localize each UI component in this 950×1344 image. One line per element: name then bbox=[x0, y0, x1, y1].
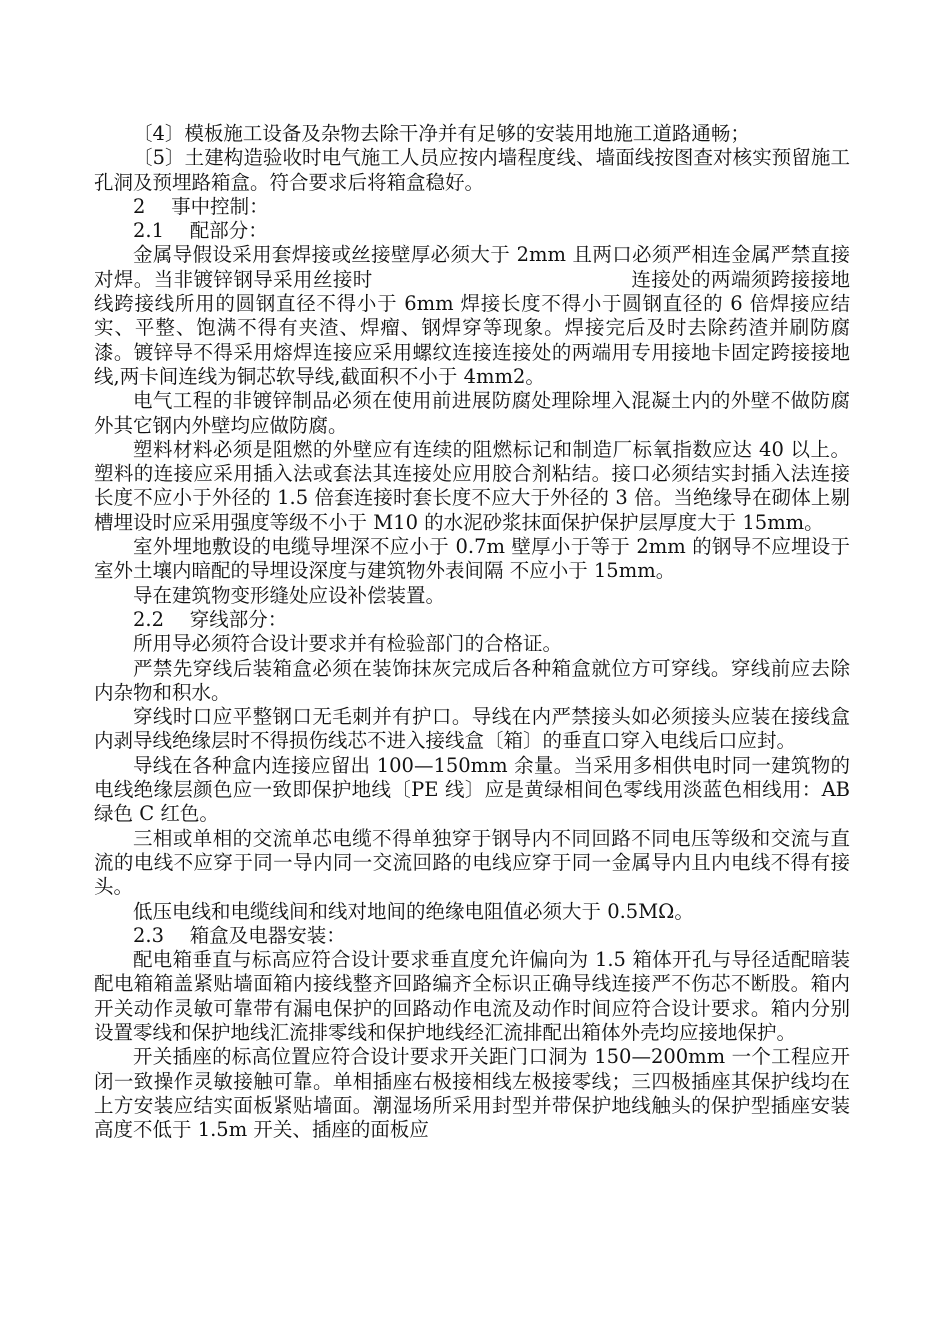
paragraph-single-core-cable: 三相或单相的交流单芯电缆不得单独穿于钢导内不同回路不同电压等级和交流与直流的电线不应穿于同一导内同一交流回路的电线应穿于同一金属导内且内电线不得有接头。 bbox=[94, 826, 850, 899]
paragraph-buried-conduit: 室外埋地敷设的电缆导埋深不应小于 0.7m 壁厚小于等于 2mm 的钢导不应埋设于室外土壤内暗配的导埋设深度与建筑物外表间隔 不应小于 15mm。 bbox=[94, 535, 850, 583]
section-heading-2: 2 事中控制： bbox=[133, 194, 269, 218]
document-body bbox=[94, 122, 850, 1142]
paragraph-switch-socket: 开关插座的标高位置应符合设计要求开关距门口洞为 150—200mm 一个工程应开闭一致操作灵敏接触可靠。单相插座右极接相线左极接零线；三四极插座其保护线均在上方安装应结实面板紧贴墙面。潮湿场所采用封型并带保护地线触头的保护型插座安装高度不低于 1.5m 开关、插座的面板应 bbox=[94, 1045, 850, 1142]
paragraph-item-4-template-cleanup: 〔4〕模板施工设备及杂物去除干净并有足够的安装用地施工道路通畅； bbox=[133, 122, 750, 145]
subsection-heading-2-2: 2.2 穿线部分： bbox=[133, 607, 288, 631]
paragraph-wire-colors: 导线在各种盒内连接应留出 100—150mm 余量。当采用多相供电时同一建筑物的电线绝缘层颜色应一致即保护地线〔PE 线〕应是黄绿相间色零线用淡蓝色相线用：AB 绿色 C 红色。 bbox=[94, 753, 850, 826]
paragraph-insulation-resistance: 低压电线和电缆线间和线对地间的绝缘电阻值必须大于 0.5MΩ。 bbox=[133, 899, 694, 923]
subsection-heading-2-1: 2.1 配部分： bbox=[133, 219, 268, 243]
paragraph-conduit-certificate: 所用导必须符合设计要求并有检验部门的合格证。 bbox=[133, 632, 563, 656]
paragraph-metal-conduit: 金属导假设采用套焊接或丝接壁厚必须大于 2mm 且两口必须严相连金属严禁直接对焊。当非镀锌钢导采用丝接时 连接处的两端须跨接接地线跨接线所用的圆钢直径不得小于 6mm 焊接长度不得小于圆钢直径的 6 倍焊接应结实、平整、饱满不得有夹渣、焊瘤、钢焊穿等现象。焊接完后及时去除药渣并刷防腐漆。镀锌导不得采用熔焊连接应采用螺纹连接连接处的两端用专用接地卡固定跨接接地线,两卡间连线为铜芯软导线,截面积不小于 4mm2。 bbox=[94, 243, 850, 388]
subsection-heading-2-3: 2.3 箱盒及电器安装： bbox=[133, 923, 346, 947]
paragraph-expansion-joint: 导在建筑物变形缝处应设补偿装置。 bbox=[133, 583, 446, 607]
paragraph-wiring-order: 严禁先穿线后装箱盒必须在装饰抹灰完成后各种箱盒就位方可穿线。穿线前应去除内杂物和积水。 bbox=[94, 656, 850, 704]
paragraph-wiring-joints: 穿线时口应平整钢口无毛刺并有护口。导线在内严禁接头如必须接头应装在接线盒内剥导线绝缘层时不得损伤线芯不进入接线盒〔箱〕的垂直口穿入电线后口应封。 bbox=[94, 705, 850, 753]
paragraph-plastic-material: 塑料材料必须是阻燃的外壁应有连续的阻燃标记和制造厂标氧指数应达 40 以上。塑料的连接应采用插入法或套法其连接处应用胶合剂粘结。接口必须结实封插入法连接长度不应小于外径的 1.5 倍套连接时套长度不应大于外径的 3 倍。当绝缘导在砌体上剔槽埋设时应采用强度等级不小于 M10 的水泥砂浆抹面保护保护层厚度大于 15mm。 bbox=[94, 437, 850, 534]
paragraph-item-5-inspection: 〔5〕土建构造验收时电气施工人员应按内墙程度线、墙面线按图查对核实预留施工孔洞及预埋路箱盒。符合要求后将箱盒稳好。 bbox=[94, 146, 850, 194]
paragraph-anticorrosion: 电气工程的非镀锌制品必须在使用前进展防腐处理除埋入混凝土内的外壁不做防腐外其它钢内外壁均应做防腐。 bbox=[94, 389, 850, 437]
paragraph-distribution-box: 配电箱垂直与标高应符合设计要求垂直度允许偏向为 1.5 箱体开孔与导径适配暗装配电箱箱盖紧贴墙面箱内接线整齐回路编齐全标识正确导线连接严不伤芯不断股。箱内开关动作灵敏可靠带有漏电保护的回路动作电流及动作时间应符合设计要求。箱内分别设置零线和保护地线汇流排零线和保护地线经汇流排配出箱体外壳均应接地保护。 bbox=[94, 948, 850, 1044]
